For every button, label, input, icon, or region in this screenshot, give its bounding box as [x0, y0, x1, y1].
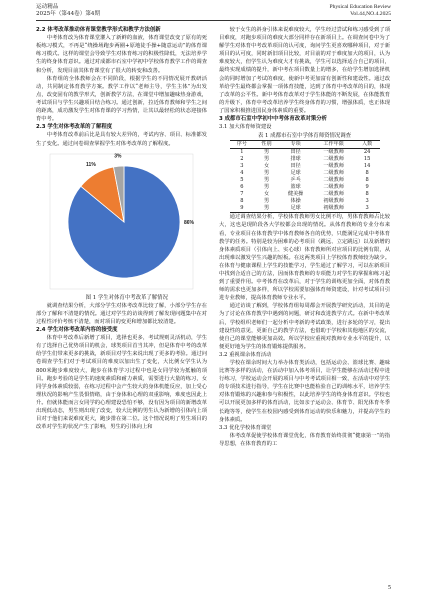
- table-header-cell: 性别: [254, 141, 279, 149]
- journal-name-cn: 运动精品: [36, 4, 59, 10]
- table-header-cell: 人数: [355, 141, 380, 149]
- section-3-1-heading: 3.1 加大体育师资建设: [219, 124, 272, 131]
- table-cell: 8: [365, 170, 369, 177]
- table-cell: 14: [363, 163, 371, 170]
- table-row: [230, 177, 380, 184]
- table-cell: 体操: [290, 198, 301, 205]
- table-cell: 二级教师: [323, 184, 344, 191]
- table-cell: 男: [263, 149, 270, 156]
- table-cell: 9: [365, 184, 369, 191]
- right-column: [219, 26, 390, 448]
- table-cell: 初级教师: [312, 205, 354, 213]
- table-cell: 田径: [290, 149, 301, 156]
- table-title: 表 1 成都市石室中学体育师资情况调查: [257, 133, 352, 140]
- paragraph: 通过访谈了解到，学校体育组每周都会开展教学研究活动，其目的是为了讨论在体育教学中遇到的问题，研讨和改进教学方式。在新中考改革后，学校组织老师们一起分析中考新的考试政策，进行多轮的学习，提出建设性的意见，更新自己的教学方法，也借助于学校和其他地区的交流，使自己的课堂能够更加高效。所以学校应重视对教师专业水平的提升，以便更好地为学生的体育锻炼提供服务。: [219, 303, 390, 350]
- table-cell: 7: [240, 191, 244, 198]
- table-cell: 乒乓: [290, 177, 301, 184]
- table-cell: 8: [365, 191, 369, 198]
- table-cell: 男: [254, 205, 279, 213]
- table-row: [230, 149, 380, 157]
- table-row: [230, 184, 380, 191]
- table-cell: 初级教师: [323, 198, 344, 205]
- section-3-heading: 3 成都市石室中学初中中考体育改革对策分析: [219, 116, 328, 123]
- running-header: [36, 4, 391, 24]
- paragraph: 体考改革促使学校体育课堂优化，体育教育始终贯彻“健康第一”的指导思想，在体育教育的工: [219, 432, 390, 447]
- table-cell: 男: [263, 177, 270, 184]
- table-row: [230, 198, 380, 205]
- section-3-2-heading: 3.2 重视课余体育活动: [219, 351, 272, 358]
- section-2-4-heading: 2.4 学生对体考改革内容的接受度: [36, 327, 118, 333]
- paragraph: 体育中考改革后新增了项目，选择也更多，考试规则灵活机动，学生有了选择自己优势项目的机会，球类项目首当其冲，但是体育中考的改革给学生们带来更多的挑战，新项目对学生来说出现了更多的考验。通过问卷调查学生们对于考试项目的难度以加出生了变化，大比例女学生认为800米跑步难度较大，跑步在体育学习过程中也是女同学较为抵触的项目。跑步考验的是学生的速度素质和耐力素质，需要进行大量的练习，女同学身体素质较弱，在练习过程中会产生较大的身体机能反应，加上受心理状况的影响产生畏惧情绪，由于身体和心理的双重影响，难度也因此上升。但就体能而言女同学的心理建设恐怕不够，没有因为项目的新增改革出现低动态，男生则出现了改变，较大比例的男生认为新增的引体向上项目对于他们来说难度更大，跑步排在第二位。这个情况说明了男生项目的改革对学生的状况产生了影响，男生的引体向上和: [36, 335, 207, 431]
- pie-slice-label: 11%: [86, 161, 96, 168]
- table-cell: 女: [263, 163, 270, 170]
- table-cell: 9: [230, 205, 255, 213]
- table-cell: 6: [240, 184, 244, 191]
- pie-slice-label: 86%: [184, 219, 195, 226]
- table-cell: 一级教师: [323, 149, 344, 156]
- table-cell: 二级教师: [323, 177, 344, 184]
- table-cell: 男: [263, 198, 270, 205]
- issue-en: Vol.44,NO.4.2025: [350, 11, 391, 17]
- table-cell: 足球: [279, 205, 313, 213]
- section-3-3-heading: 3.3 优化学校体育课堂: [219, 424, 272, 431]
- paragraph: 中考体育改革前后比是具有较大差异的，考试内容、项目、标准都发生了变化。通过问卷调查掌握学生对体考改革的了解程度。: [36, 132, 207, 147]
- paragraph: 中考体育改为体育课堂灌入了新鲜的血液，体育课堂改变了原有的死板练习模式，不再是“绕操场跑步两圈+原地徒手操+随意运动”的体育课练习模式。这样的课堂会导致学生对体育练习的积极性降低，无法培养学生的终身体育意识。通过对成都市石室中学初中学校体育教学工作的调查和分析，发现目前其体育课堂有了很大的转变和改善。: [36, 35, 207, 74]
- table-cell: 二级教师: [323, 170, 344, 177]
- section-2-3-heading: 2.3 学生对体考改革的了解程度: [36, 124, 113, 131]
- pie-slice-label: 3%: [114, 152, 122, 159]
- table-cell: 24: [363, 149, 371, 156]
- table-cell: 1: [240, 149, 244, 156]
- table-cell: 一级教师: [323, 163, 344, 170]
- table-cell: 15: [363, 156, 371, 163]
- paragraph: 就调查结果分析，大部分学生对体考改革比较了解，小部分学生存在部分了解和不清楚的情况。通过对学生的访谈得到了解发现问题集中在对过程性评价考核不清楚，而对项目的变更和增加都比较清楚。: [36, 302, 207, 325]
- table-cell: 2: [240, 156, 244, 163]
- header-rule: [36, 20, 391, 21]
- table-cell: 二级教师: [323, 156, 344, 163]
- table-cell: 足球: [290, 170, 301, 177]
- table-cell: 田径: [290, 163, 301, 170]
- paragraph: 学校在课余时间大力举办体育类活动，包括运动会、篮球比赛、趣味比赛等多样的活动，在活动中加入体考项目，让学生能够在活动过程中进行练习，学校运动会开展的项目与中考考试项目相一致，在活动中对学生的专项技术进行指导，学生在比赛中也能检验自己的训练水平，培养学生对体育锻炼的兴趣和参与积极性，以此培养学生的终身体育意识。学校也可以开展更加多样的体育活动，比如亲子运动会、体育节、阳光体育冬季长跑等等，使学生在校园内感受到体育运动的快乐和魅力，并提高学生的身体素质。: [219, 360, 390, 423]
- left-column: [36, 26, 207, 431]
- issue-cn: 2025年（第44卷）第4期: [36, 11, 101, 17]
- journal-name-en: Physical Education Review: [329, 4, 391, 10]
- page-number: 5: [388, 585, 391, 591]
- paragraph: 体育组的全体教师会在不同阶段，根据学生的不同情况展开教研活动，共同制定体育教学方案。教学工作以“老师主导，学生主体”为出发点，改变固有的教学形式，创新教学方法，在课堂中增加趣味热身游戏，考试项目与学生兴趣项目结合练习。通过创新，拉近体育教师和学生之间的距离，成功激发学生对体育课的学习热情，让其以最轻松的状态迎接体育中考。: [36, 75, 207, 123]
- table-cell: 男: [263, 184, 270, 191]
- figure-caption: 图 1 学生对体育中考改革了解情况: [85, 294, 168, 301]
- table-cell: 3: [240, 163, 244, 170]
- table-row: [230, 170, 380, 177]
- table-header-cell: 工作年限: [312, 141, 354, 149]
- table-cell: 排球: [290, 156, 301, 163]
- table-cell: 男: [263, 170, 270, 177]
- table-cell: 健美操: [287, 191, 304, 198]
- table-cell: 4: [240, 170, 244, 177]
- section-2-2-heading: 2.2 体考改革推动体育课堂教学形式和教学方法创新: [36, 27, 161, 33]
- table-cell: 男: [263, 156, 270, 163]
- table-cell: 5: [240, 177, 244, 184]
- table-row: [230, 191, 380, 198]
- table-cell: 篮球: [290, 184, 301, 191]
- table-cell: 3: [355, 205, 380, 213]
- table-row: [230, 205, 380, 213]
- table-cell: 女: [263, 191, 270, 198]
- pie-chart-figure: [36, 150, 207, 293]
- table-row: [230, 163, 380, 170]
- paragraph: 较于女生的斜身引体来说难度较大，学生经过尝试和练习感受到了项目难度，对跑步项目的难度大部分同样存在新项目上。在调查问卷中为了解学生对体育中考改革项目的认可度，询问学生更喜欢哪种项目，对于新项目的认可度，同时新旧项目比较，对目前的对于难度加大的项目，认为难度较大，但学生认为难度大才有挑战，学生可以选择适合自己的项目，最终实现成绩的提升，新中考在项目数量上的增多，在给学生增加选择机会的同时增加了考试的难度，使新中考更加富有创新性和建设性。通过改革给学生最终都会掌握一项体育技能，达到了体育中考改革的目的，体现了改革的公平性。新中考体育改革对于学生体能的不断发展，在体能教育的升级下，体育中考改革培养学生终身体育的习惯，增强体质，也正体现了国家积极推进国民身体素质的重要。: [219, 27, 390, 114]
- table-cell: 8: [240, 198, 244, 205]
- table-cell: 二级教师: [323, 191, 344, 198]
- teacher-table: [230, 140, 380, 213]
- table-header-cell: 序号: [230, 141, 255, 149]
- pie-chart: [36, 150, 207, 293]
- table-cell: 3: [365, 198, 369, 205]
- table-header-cell: 专项: [279, 141, 313, 149]
- table-row: [230, 156, 380, 163]
- paragraph: 通过调查结果分析，学校体育教师男女比例不均，男体育教师占比较大，这也是现阶段各大学校都会出现的情况。从体育教师的专业分布来看，专业项目在体育教学中体育教师各自的优势，只能满足完成中考体育教学的任务。特别是较为困难的必考项目（跳远、立定跳远）以及新增的身体素质项目（引体向上、实心球）体育教师所对应项目的比例有限，从出现难以激发学生兴趣的短板。在这两类项目上学校体育教师较为缺少。在体育与健康课程上学生的技能学习，学生通过了解学习，可以在新项目中找到合适自己的方法，因而体育教师的专项能力对学生的掌握和练习起到了重要作用。中考体育在改革后，对于学生的训练更加全面，对体育教师的需求也更加多样，所以学校需要加强体育师资建设，针对考试项目引进专业教师，提高体育教师专业水平。: [219, 214, 390, 302]
- table-cell: 8: [365, 177, 369, 184]
